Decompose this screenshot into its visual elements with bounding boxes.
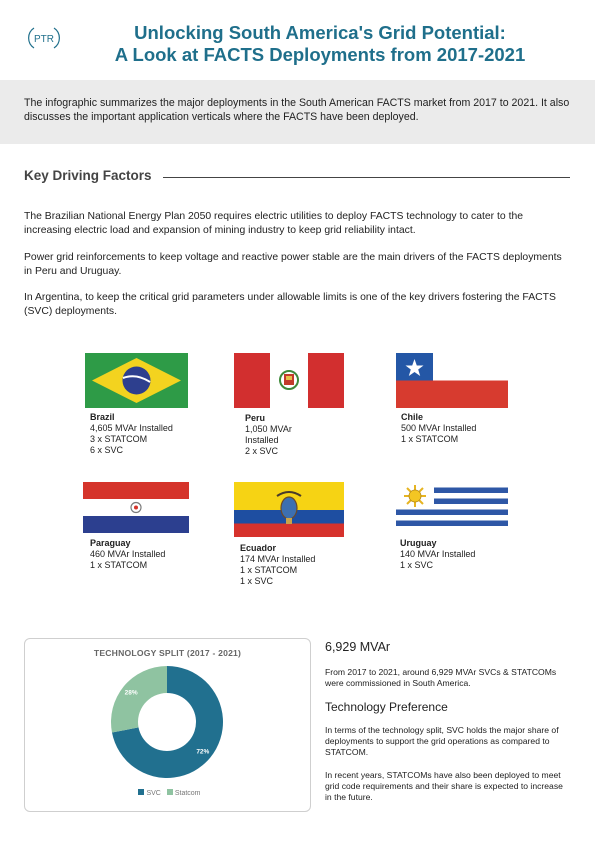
- peru-flag: [234, 353, 344, 408]
- country-capacity: 500 MVAr Installed: [401, 423, 477, 433]
- title-line-1: Unlocking South America's Grid Potential:: [134, 22, 506, 43]
- total-mvar-text: From 2017 to 2021, around 6,929 MVAr SVCs & STATCOMs were commissioned in South America.: [325, 667, 557, 688]
- title-line-2: A Look at FACTS Deployments from 2017-2021: [114, 44, 526, 65]
- country-capacity: 4,605 MVAr Installed: [90, 423, 173, 433]
- slice-label-statcom: 28%: [124, 689, 138, 697]
- donut-chart: [97, 662, 237, 782]
- uruguay-flag: [396, 482, 508, 532]
- ptr-logo: [24, 24, 64, 52]
- legend-label-svc: SVC: [146, 790, 161, 797]
- country-capacity: 1,050 MVAr: [245, 424, 292, 434]
- paraguay-info: [90, 538, 165, 571]
- country-units: 3 x STATCOM: [90, 434, 148, 444]
- ecuador-info: [240, 543, 315, 587]
- country-name: Brazil: [90, 412, 115, 422]
- technology-preference-text-2: In recent years, STATCOMs have also been deployed to meet grid code requirements and their share is expected to increase in the future.: [325, 770, 563, 802]
- country-name: Chile: [401, 412, 424, 422]
- country-name: Uruguay: [400, 538, 437, 548]
- technology-preference-text-1: In terms of the technology split, SVC holds the major share of deployments to support the grid operations as compared to STATCOM.: [325, 725, 559, 757]
- country-units: 6 x SVC: [90, 445, 124, 455]
- country-units: 1 x SVC: [240, 576, 274, 586]
- peru-info: [245, 413, 292, 457]
- country-units: 2 x SVC: [245, 446, 279, 456]
- chart-title: TECHNOLOGY SPLIT (2017 - 2021): [93, 648, 242, 658]
- key-factors-heading: Key Driving Factors: [24, 168, 152, 183]
- chile-info: [401, 412, 476, 445]
- logo-text: PTR: [34, 34, 54, 45]
- ecuador-flag: [234, 482, 344, 537]
- paragraph-argentina: In Argentina, to keep the critical grid parameters under allowable limits is one of the key drivers fostering the FACTS (SVC) deployments.: [24, 292, 556, 317]
- paraguay-flag: [83, 482, 189, 533]
- slice-label-svc: 72%: [196, 748, 210, 756]
- country-name: Ecuador: [240, 543, 277, 553]
- country-units: 1 x STATCOM: [401, 434, 459, 444]
- chile-flag: [396, 353, 508, 408]
- total-mvar-heading: 6,929 MVAr: [325, 640, 391, 654]
- technology-preference-heading: Technology Preference: [325, 700, 448, 714]
- legend-label-statcom: Statcom: [174, 790, 201, 797]
- country-capacity: 174 MVAr Installed: [240, 554, 316, 564]
- summary-text: The infographic summarizes the major deployments in the South American FACTS market from 2017 to 2021. It also discusses the important application verticals where the FACTS have been deployed.: [24, 97, 570, 123]
- section-divider: [163, 177, 570, 178]
- country-units: 1 x STATCOM: [90, 560, 148, 570]
- country-capacity: 460 MVAr Installed: [90, 549, 166, 559]
- country-name: Paraguay: [90, 538, 131, 548]
- country-capacity: 140 MVAr Installed: [400, 549, 476, 559]
- country-name: Peru: [245, 413, 266, 423]
- uruguay-info: [400, 538, 475, 571]
- country-capacity: Installed: [245, 435, 279, 445]
- paragraph-peru-uruguay: Power grid reinforcements to keep voltage and reactive power stable are the main drivers of the FACTS deployments in Peru and Uruguay.: [24, 252, 562, 277]
- donut-svg: [97, 662, 237, 782]
- brazil-info: [90, 412, 173, 456]
- chart-legend: [24, 789, 311, 797]
- brazil-flag: [85, 353, 188, 408]
- legend-swatch-svc: [138, 789, 144, 795]
- legend-swatch-statcom: [167, 789, 173, 795]
- country-units: 1 x SVC: [400, 560, 434, 570]
- page-title: [80, 22, 560, 66]
- paragraph-brazil: The Brazilian National Energy Plan 2050 requires electric utilities to deploy FACTS technology to cater to the increasing electric load and expansion of mining industry to keep grid reliability intact.: [24, 211, 524, 236]
- country-units: 1 x STATCOM: [240, 565, 298, 575]
- slice-statcom: [111, 666, 167, 732]
